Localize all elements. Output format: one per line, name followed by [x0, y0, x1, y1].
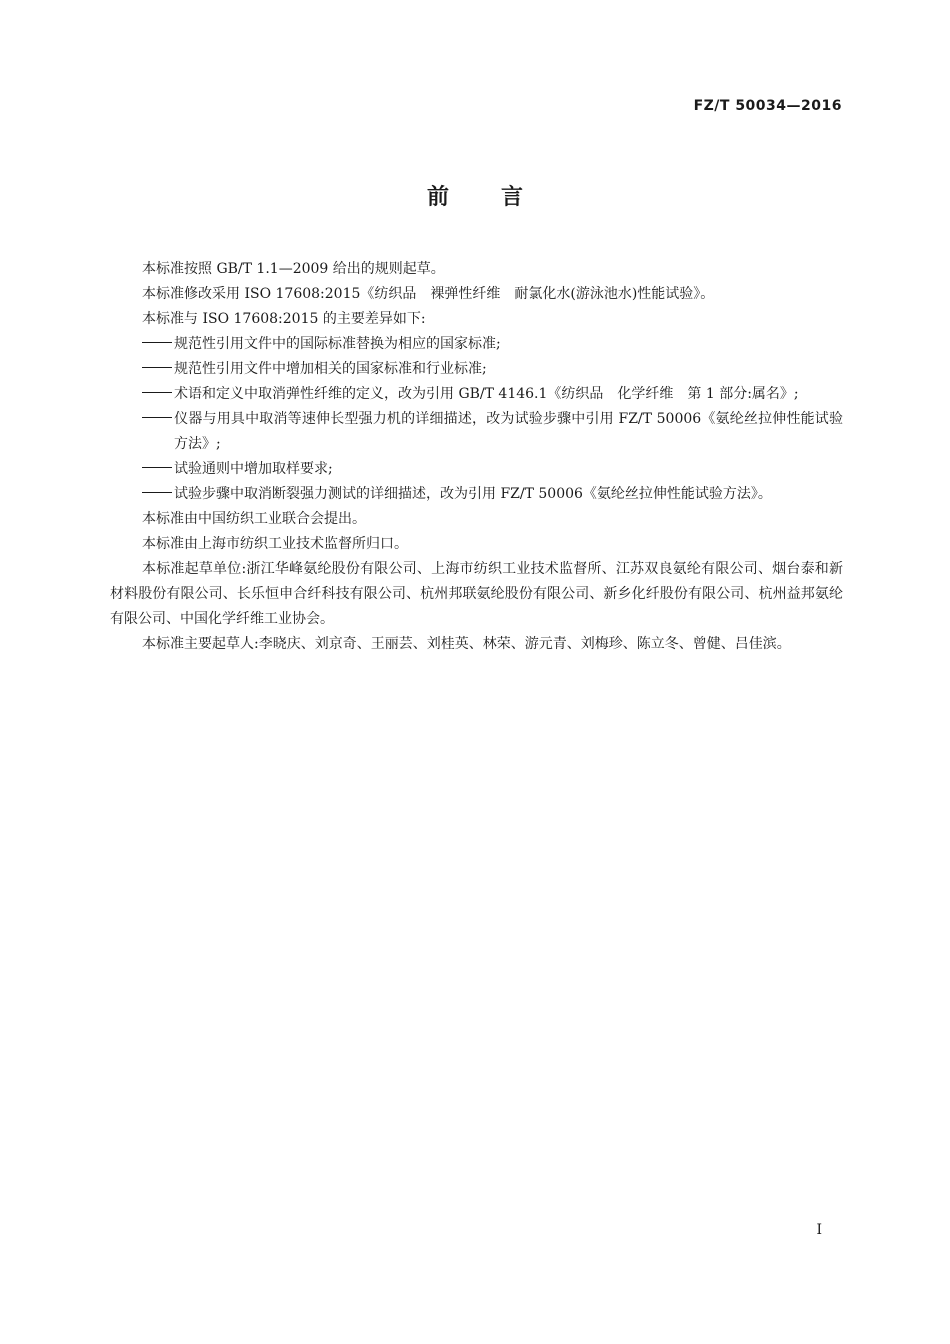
foreword-body — [110, 257, 843, 657]
dash-marker — [142, 357, 174, 382]
difference-item — [110, 332, 843, 357]
dash-marker — [142, 382, 174, 407]
dash-marker — [142, 457, 174, 482]
paragraph-proposed-by: 本标准由中国纺织工业联合会提出。 — [142, 511, 366, 527]
page-title: 前言 — [426, 185, 575, 210]
dash-marker — [142, 332, 174, 357]
difference-text: 规范性引用文件中的国际标准替换为相应的国家标准; — [174, 336, 501, 352]
difference-text: 规范性引用文件中增加相关的国家标准和行业标准; — [174, 361, 487, 377]
difference-item — [110, 457, 843, 482]
difference-item — [110, 482, 843, 507]
difference-text: 试验步骤中取消断裂强力测试的详细描述，改为引用 FZ/T 50006《氨纶丝拉伸性能试验方法》。 — [174, 486, 772, 502]
paragraph-drafting-units: 本标准起草单位:浙江华峰氨纶股份有限公司、上海市纺织工业技术监督所、江苏双良氨纶有限公司、烟台泰和新材料股份有限公司、长乐恒申合纤科技有限公司、杭州邦联氨纶股份有限公司、新乡化纤股份有限公司、杭州益邦氨纶有限公司、中国化学纤维工业协会。 — [110, 561, 843, 627]
paragraph-drafting-rules: 本标准按照 GB/T 1.1—2009 给出的规则起草。 — [142, 261, 445, 277]
difference-item — [110, 357, 843, 382]
paragraph-differences-intro: 本标准与 ISO 17608:2015 的主要差异如下: — [142, 311, 426, 327]
paragraph-adoption: 本标准修改采用 ISO 17608:2015《纺织品 裸弹性纤维 耐氯化水(游泳池水)性能试验》。 — [142, 286, 715, 302]
difference-text: 试验通则中增加取样要求; — [174, 461, 333, 477]
difference-text: 术语和定义中取消弹性纤维的定义，改为引用 GB/T 4146.1《纺织品 化学纤维 第 1 部分:属名》; — [174, 386, 799, 402]
paragraph-under-jurisdiction: 本标准由上海市纺织工业技术监督所归口。 — [142, 536, 408, 552]
dash-marker — [142, 407, 174, 432]
standard-code: FZ/T 50034—2016 — [693, 98, 842, 114]
paragraph-drafters: 本标准主要起草人:李晓庆、刘京奇、王丽芸、刘桂英、林荣、游元青、刘梅珍、陈立冬、曾健、吕佳滨。 — [142, 636, 791, 652]
difference-text: 仪器与用具中取消等速伸长型强力机的详细描述，改为试验步骤中引用 FZ/T 50006《氨纶丝拉伸性能试验方法》; — [174, 411, 843, 452]
difference-item — [110, 382, 843, 407]
difference-item — [110, 407, 843, 457]
page-number: I — [816, 1222, 822, 1238]
dash-marker — [142, 482, 174, 507]
